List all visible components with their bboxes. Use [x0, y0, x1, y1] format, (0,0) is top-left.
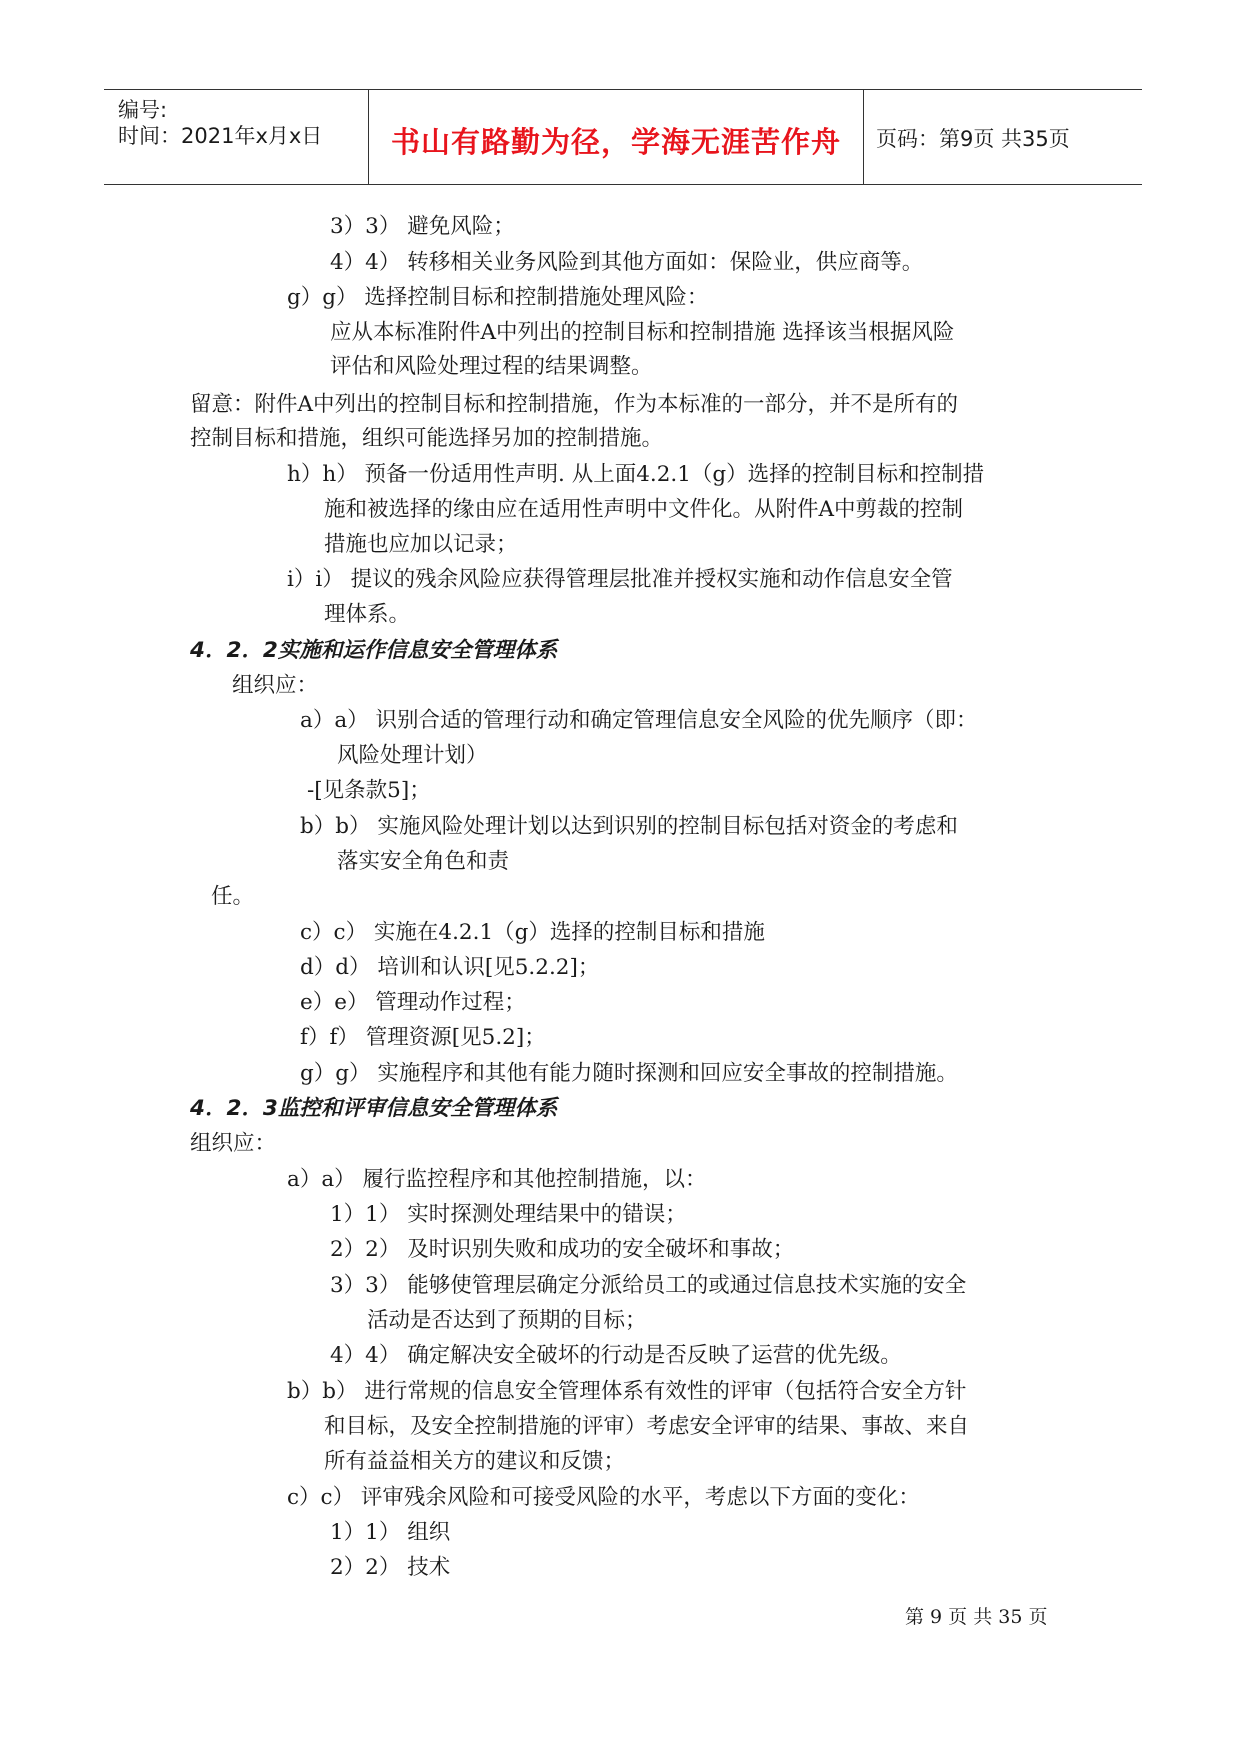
- body-line: a）a） 履行监控程序和其他控制措施，以：: [287, 1167, 707, 1192]
- body-line: 控制目标和措施，组织可能选择另加的控制措施。: [190, 426, 664, 451]
- page-footer: 第 9 页 共 35 页: [905, 1606, 1048, 1628]
- body-line: 组织应：: [232, 673, 319, 698]
- body-line: 理体系。: [324, 602, 411, 627]
- header-left-cell: [104, 90, 369, 184]
- body-line: h）h） 预备一份适用性声明. 从上面4.2.1（g）选择的控制目标和控制措: [287, 462, 985, 487]
- body-line: 3）3） 避免风险；: [330, 214, 515, 239]
- body-line: 措施也应加以记录；: [324, 532, 518, 557]
- document-header: [104, 89, 1142, 185]
- body-line: 活动是否达到了预期的目标；: [367, 1308, 647, 1333]
- body-line: c）c） 实施在4.2.1（g）选择的控制目标和措施: [300, 920, 765, 945]
- body-line: b）b） 实施风险处理计划以达到识别的控制目标包括对资金的考虑和: [300, 814, 958, 839]
- document-time-label: 时间：2021年x月x日: [118, 124, 323, 148]
- body-line: e）e） 管理动作过程；: [300, 990, 526, 1015]
- body-line: g）g） 选择控制目标和控制措施处理风险：: [287, 285, 709, 310]
- document-number-label: 编号:: [118, 98, 168, 122]
- header-page-number: 页码：第9页 共35页: [876, 127, 1070, 151]
- body-line: 评估和风险处理过程的结果调整。: [330, 354, 653, 379]
- body-line: 4）4） 确定解决安全破坏的行动是否反映了运营的优先级。: [330, 1343, 902, 1368]
- body-line: 2）2） 及时识别失败和成功的安全破坏和事故；: [330, 1237, 795, 1262]
- body-line: 3）3） 能够使管理层确定分派给员工的或通过信息技术实施的安全: [330, 1273, 967, 1298]
- body-line: 4）4） 转移相关业务风险到其他方面如：保险业，供应商等。: [330, 250, 924, 275]
- body-line: -[见条款5]；: [307, 778, 431, 803]
- header-motto: 书山有路勤为径，学海无涯苦作舟: [390, 125, 841, 159]
- body-line: 应从本标准附件A中列出的控制目标和控制措施 选择该当根据风险: [330, 320, 955, 345]
- body-line: 落实安全角色和责: [337, 849, 510, 874]
- body-line: b）b） 进行常规的信息安全管理体系有效性的评审（包括符合安全方针: [287, 1379, 967, 1404]
- header-right-cell: [864, 90, 1142, 184]
- header-middle-cell: [369, 90, 864, 184]
- body-line: f）f） 管理资源[见5.2]；: [300, 1025, 546, 1050]
- body-line: 施和被选择的缘由应在适用性声明中文件化。从附件A中剪裁的控制: [324, 497, 964, 522]
- body-line: i）i） 提议的残余风险应获得管理层批准并授权实施和动作信息安全管: [287, 567, 953, 592]
- section-heading-4-2-2: 4．2．2实施和运作信息安全管理体系: [190, 638, 558, 663]
- body-line: d）d） 培训和认识[见5.2.2]；: [300, 955, 600, 980]
- body-line: 1）1） 实时探测处理结果中的错误；: [330, 1202, 687, 1227]
- body-line: 组织应：: [190, 1131, 277, 1156]
- section-heading-4-2-3: 4．2．3监控和评审信息安全管理体系: [190, 1096, 558, 1121]
- body-line: g）g） 实施程序和其他有能力随时探测和回应安全事故的控制措施。: [300, 1061, 958, 1086]
- body-line: 任。: [211, 884, 255, 909]
- body-line: 和目标，及安全控制措施的评审）考虑安全评审的结果、事故、来自: [324, 1414, 970, 1439]
- body-line: 2）2） 技术: [330, 1555, 451, 1580]
- body-line: 风险处理计划）: [337, 743, 488, 768]
- body-line: 留意：附件A中列出的控制目标和控制措施，作为本标准的一部分，并不是所有的: [190, 392, 959, 417]
- body-line: 1）1） 组织: [330, 1520, 451, 1545]
- body-line: a）a） 识别合适的管理行动和确定管理信息安全风险的优先顺序（即：: [300, 708, 978, 733]
- body-line: c）c） 评审残余风险和可接受风险的水平，考虑以下方面的变化：: [287, 1485, 920, 1510]
- body-line: 所有益益相关方的建议和反馈；: [324, 1449, 626, 1474]
